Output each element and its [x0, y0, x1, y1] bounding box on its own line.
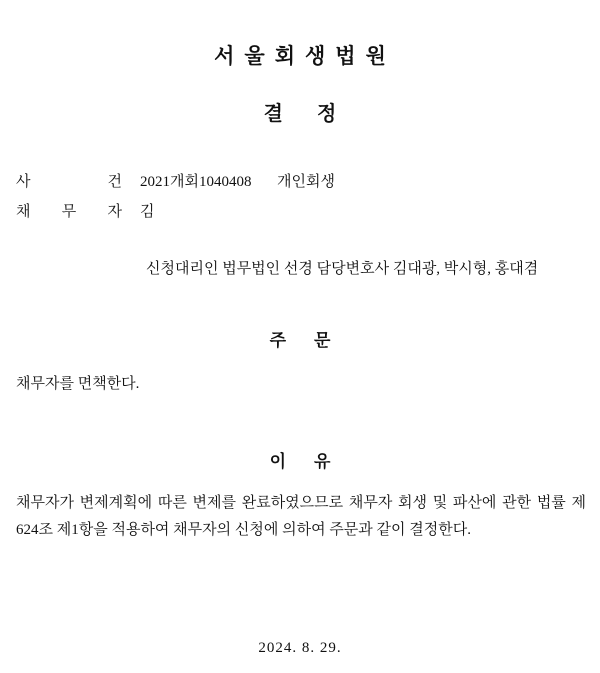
decision-date: 2024. 8. 29. — [258, 640, 342, 656]
case-number-value: 2021개회1040408 — [140, 174, 252, 190]
section-body-juman: 채무자를 면책한다. — [16, 376, 140, 392]
debtor-label-char-3: 자 — [107, 204, 122, 220]
case-type-value: 개인회생 — [276, 174, 335, 190]
case-number-label — [14, 170, 140, 191]
section-heading-iyu: 이유 — [269, 452, 359, 472]
attorney-line: 신청대리인 법무법인 선경 담당변호사 김대광, 박시형, 홍대겸 — [146, 261, 539, 277]
court-title: 서울회생법원 — [214, 44, 396, 68]
case-number-value-group — [140, 170, 586, 191]
case-field-block — [14, 170, 586, 221]
case-number-label-char-2: 건 — [107, 174, 122, 190]
document-page — [0, 40, 600, 673]
debtor-row — [14, 200, 586, 221]
document-type-heading: 결정 — [263, 103, 371, 125]
debtor-label — [14, 200, 140, 221]
case-number-label-char-1: 사 — [16, 174, 31, 190]
debtor-value: 김 — [140, 204, 155, 220]
debtor-label-char-1: 채 — [16, 204, 31, 220]
section-body-iyu: 채무자가 변제계획에 따른 변제를 완료하였으므로 채무자 회생 및 파산에 관한 법률 제624조 제1항을 적용하여 채무자의 신청에 의하여 주문과 같이 결정한다. — [16, 495, 586, 538]
section-heading-juman: 주문 — [269, 331, 359, 350]
case-number-row — [14, 170, 586, 191]
debtor-label-char-2: 무 — [61, 204, 77, 220]
